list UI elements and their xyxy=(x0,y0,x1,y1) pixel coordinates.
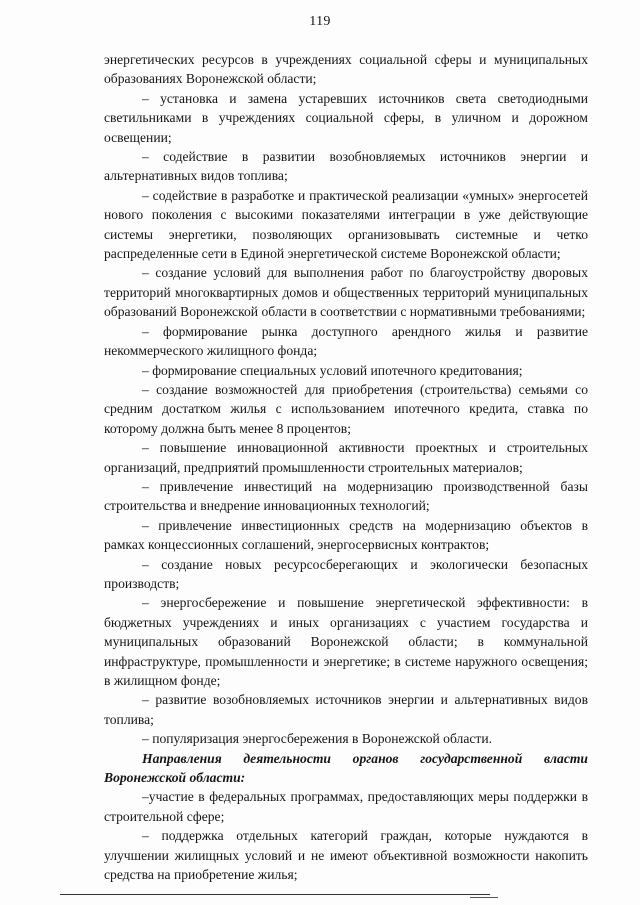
list-item: – энергосбережение и повышение энергетической эффективности: в бюджетных учреждениях и иных организациях с участием государства и муниципальных образований Воронежской области; в коммунальной инфраструктуре, промышленности и энергетике; в системе наружного освещения; в жилищном фонде; xyxy=(104,595,588,688)
list-item: – установка и замена устаревших источников света светодиодными светильниками в учреждениях социальной сферы, в уличном и дорожном освещении; xyxy=(104,90,588,145)
list-item: – популяризация энергосбережения в Воронежской области. xyxy=(142,731,492,747)
list-item: – создание условий для выполнения работ по благоустройству дворовых территорий многоквартирных домов и общественных территорий муниципальных образований Воронежской области в соответствии с нормативными требованиями; xyxy=(104,265,588,320)
list-item: – содействие в развитии возобновляемых источников энергии и альтернативных видов топлива; xyxy=(104,149,588,184)
list-item: –участие в федеральных программах, предоставляющих меры поддержки в строительной сфере; xyxy=(104,789,588,824)
list-item: – развитие возобновляемых источников энергии и альтернативных видов топлива; xyxy=(104,692,588,727)
list-item: – содействие в разработке и практической реализации «умных» энергосетей нового поколения с высокими показателями интеграции в уже действующие системы энергетики, позволяющих организовывать системные и четко распределенные сети в Единой энергетической системе Воронежской области; xyxy=(104,187,588,262)
list-item: – формирование рынка доступного арендного жилья и развитие некоммерческого жилищного фонда; xyxy=(104,323,588,359)
list-item: – привлечение инвестиций на модернизацию производственной базы строительства и внедрение инновационных технологий; xyxy=(104,478,588,514)
list-item: – поддержка отдельных категорий граждан, которые нуждаются в улучшении жилищных условий и не имеют объективной возможности накопить средства на приобретение жилья; xyxy=(104,828,588,883)
list-item: – формирование специальных условий ипотечного кредитования; xyxy=(142,362,523,378)
list-item: – создание возможностей для приобретения (строительства) семьями со средним достатком жилья с использованием ипотечного кредита, ставка по которому должна быть менее 8 процентов; xyxy=(104,381,588,436)
footer-rule xyxy=(60,894,490,895)
list-item: – создание новых ресурсосберегающих и экологически безопасных производств; xyxy=(104,556,588,591)
section-heading: Направления деятельности органов государственной власти Воронежской области: xyxy=(104,750,588,786)
list-item: – привлечение инвестиционных средств на модернизацию объектов в рамках концессионных соглашений, энергосервисных контрактов; xyxy=(104,517,588,553)
document-body xyxy=(104,50,588,884)
page-number: 119 xyxy=(309,14,331,29)
list-item: – повышение инновационной активности проектных и строительных организаций, предприятий промышленности строительных материалов; xyxy=(104,440,588,475)
footer-rule-mark xyxy=(470,897,498,898)
continued-paragraph: энергетических ресурсов в учреждениях социальной сферы и муниципальных образованиях Воронежской области; xyxy=(104,52,588,87)
